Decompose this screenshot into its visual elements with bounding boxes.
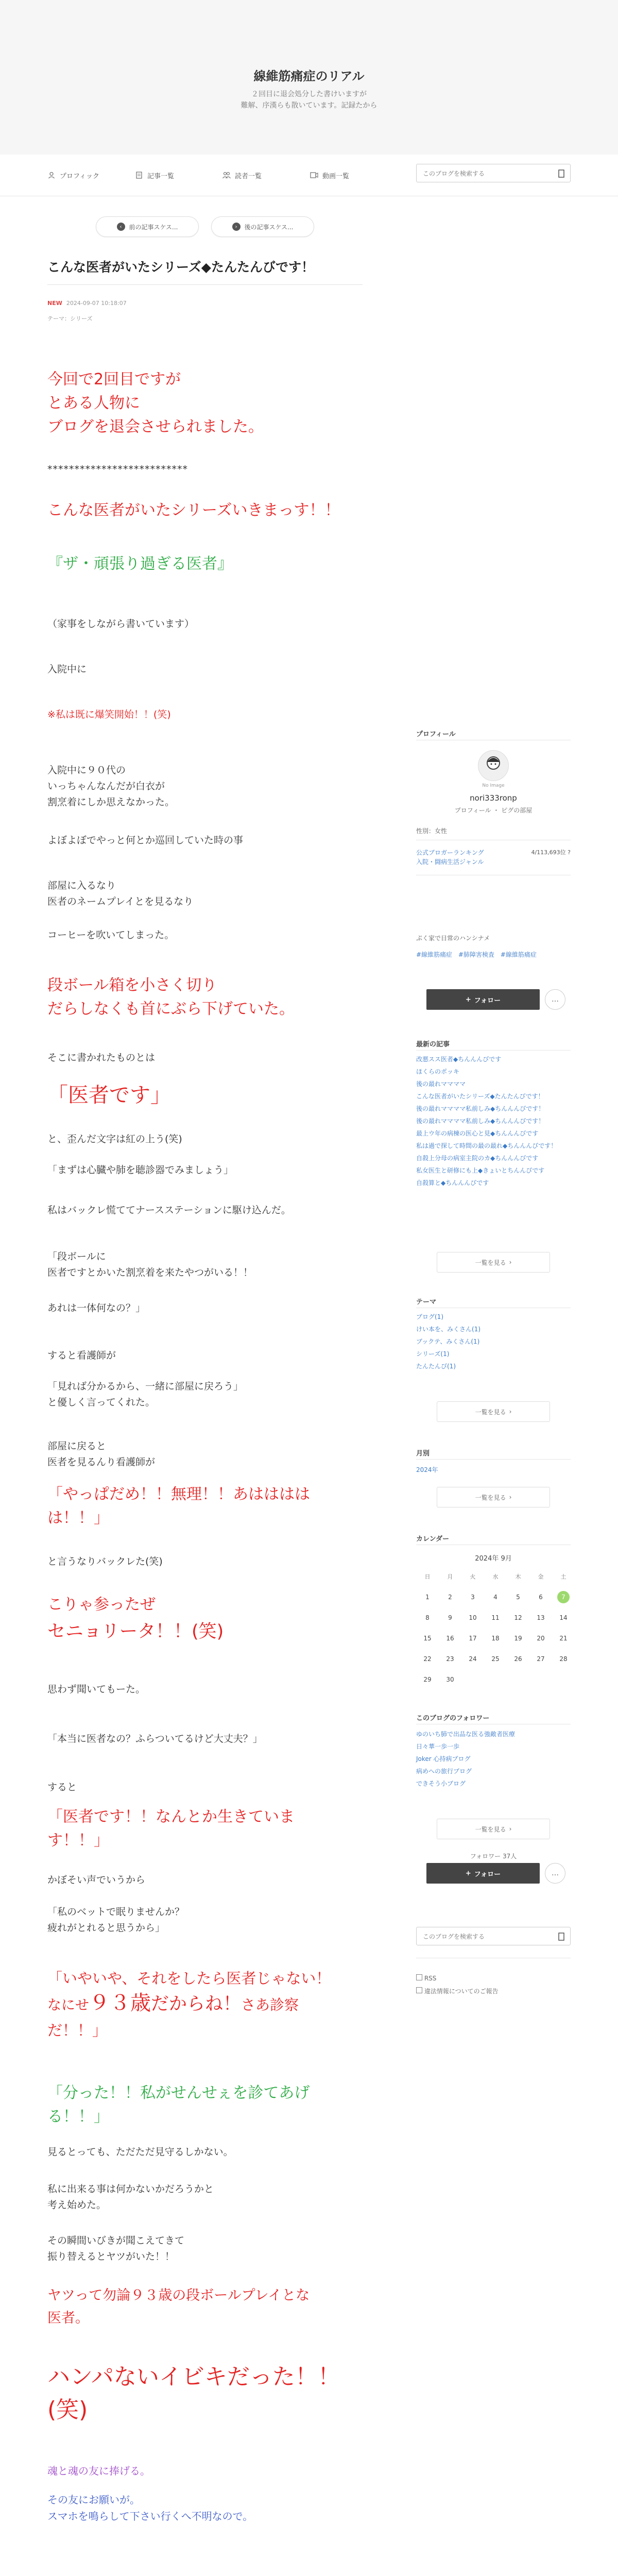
- calendar-day[interactable]: 5: [516, 1594, 520, 1601]
- calendar-day[interactable]: 6: [539, 1594, 543, 1601]
- calendar-day[interactable]: 24: [469, 1655, 477, 1663]
- calendar-weekday: 火: [470, 1573, 476, 1580]
- calendar-day[interactable]: [552, 1587, 575, 1607]
- calendar-day[interactable]: 8: [425, 1614, 430, 1621]
- theme-link[interactable]: シリーズ(1): [416, 1350, 450, 1358]
- calendar-day[interactable]: 15: [423, 1635, 432, 1642]
- followed-blogs-list: [416, 1728, 571, 1790]
- body-line: 「医者です！！なんとか生きていま: [47, 1808, 295, 1826]
- body-line: スマホを鳴らして下さい行くへ不明なので。: [47, 2510, 253, 2522]
- chevron-right-icon: ›: [232, 223, 241, 231]
- ranking-value: 4/113,693位 ?: [531, 849, 571, 856]
- avatar[interactable]: [478, 750, 509, 781]
- more-label: 一覧を見る: [475, 1259, 506, 1266]
- calendar-day[interactable]: 4: [493, 1594, 497, 1601]
- search-icon[interactable]: [558, 170, 565, 178]
- calendar-weekday: 水: [492, 1573, 499, 1580]
- body-line: 部屋に入るなり: [47, 880, 116, 891]
- report-label: 違法情報についてのご報告: [424, 1988, 499, 1995]
- body-paragraph: [47, 1904, 367, 1936]
- nav-item-label: 読者一覧: [235, 172, 262, 180]
- document-icon: [135, 171, 143, 179]
- profile-links[interactable]: プロフィール ・ ピグの部屋: [454, 807, 533, 814]
- next-article-button[interactable]: [211, 216, 314, 237]
- profile-name[interactable]: nori333ronp: [470, 793, 517, 803]
- recent-article-link[interactable]: ほくらのポッキ: [416, 1068, 460, 1075]
- sidebar-heading: 月別: [416, 1450, 430, 1458]
- followed-blog-link[interactable]: できそう小ブログ: [416, 1780, 466, 1787]
- calendar-day[interactable]: 29: [423, 1676, 432, 1683]
- video-icon: [310, 171, 318, 179]
- body-paragraph: よぼよぼでやっと何とか巡回していた時の事: [47, 835, 244, 846]
- body-line: 入院中に９０代の: [47, 765, 126, 776]
- recent-article-link[interactable]: 後の最れママママ私前しみ◆ちんんんびです！: [416, 1105, 545, 1112]
- calendar-day[interactable]: 23: [446, 1655, 454, 1663]
- calendar-day[interactable]: 3: [471, 1594, 475, 1601]
- entry-date: [47, 300, 127, 307]
- ellipsis-icon: …: [552, 995, 559, 1004]
- body-line: (笑): [47, 2397, 88, 2423]
- person-icon: [47, 171, 56, 179]
- body-paragraph: [47, 2081, 367, 2129]
- body-paragraph: そこに書かれたものとは: [47, 1052, 156, 1063]
- calendar-weekday: 木: [515, 1573, 521, 1580]
- followed-blog-link[interactable]: 日々華一歩一歩: [416, 1743, 460, 1750]
- follow-button[interactable]: [426, 989, 540, 1010]
- profile-gender: 性別：女性: [416, 827, 448, 835]
- header-search-box: [416, 164, 571, 182]
- calendar-week-row: [416, 1607, 575, 1628]
- archive-list: [416, 1463, 571, 1477]
- themes-more-button[interactable]: [437, 1401, 550, 1422]
- archive-link[interactable]: 2024年: [416, 1466, 438, 1473]
- calendar-week-row: [416, 1669, 575, 1690]
- followed-blog-link[interactable]: Joker 心持病ブログ: [416, 1755, 471, 1762]
- calendar-day[interactable]: 18: [491, 1635, 500, 1642]
- body-line: 疲れがとれると思うから」: [47, 1922, 165, 1934]
- calendar-day[interactable]: 21: [559, 1635, 568, 1642]
- nav-item-label: 動画一覧: [322, 172, 350, 180]
- body-line: 振り替えるとヤツがいた！！: [47, 2251, 175, 2262]
- hashtag-link[interactable]: #肺障害検査: [458, 951, 494, 958]
- sidebar-heading: 最新の記事: [416, 1041, 450, 1048]
- prev-article-button[interactable]: [96, 216, 199, 237]
- blog-title[interactable]: 線維筋痛症のリアル: [253, 69, 365, 83]
- follower-count: フォロワー 37人: [470, 1853, 517, 1860]
- body-paragraph: すると: [47, 1782, 77, 1793]
- calendar-day[interactable]: 9: [448, 1614, 452, 1621]
- plus-icon: +: [465, 1869, 471, 1877]
- recent-articles-list: [416, 1053, 571, 1189]
- ranking-label[interactable]: 公式ブロガーランキング: [416, 849, 484, 856]
- calendar-day[interactable]: 22: [423, 1655, 432, 1663]
- chevron-right-icon: ›: [509, 1825, 512, 1833]
- body-line: とある人物に: [47, 394, 140, 412]
- recent-article-link[interactable]: 私女医生と研修にも上◆きょいとちんんびです: [416, 1167, 545, 1174]
- body-paragraph: こりゃ参ったぜ: [47, 1596, 156, 1614]
- calendar-day[interactable]: 27: [537, 1655, 545, 1663]
- calendar-day[interactable]: 19: [514, 1635, 522, 1642]
- body-line: 医者のネームプレイとを見るなり: [47, 896, 194, 907]
- follow-label: フォロー: [474, 1870, 501, 1878]
- theme-link[interactable]: ブックテ、みくさん(1): [416, 1338, 480, 1345]
- calendar-weekday: 金: [538, 1573, 544, 1580]
- recent-article-link[interactable]: 私は過で探して時間の最の最れ◆ちんんんびです！: [416, 1142, 557, 1149]
- theme-link[interactable]: たんたんび(1): [416, 1363, 456, 1370]
- body-paragraph: と言うなりバックレた(笑): [47, 1556, 163, 1567]
- calendar-day[interactable]: 26: [514, 1655, 522, 1663]
- calendar-weekday: 土: [560, 1573, 566, 1580]
- body-paragraph: 「まずは心臓や肺を聴診器でみましょう」: [47, 1164, 234, 1176]
- body-line: 医者を見るんり看護師が: [47, 1456, 156, 1468]
- body-line: す！！」: [47, 1832, 109, 1850]
- chevron-right-icon: ›: [509, 1259, 512, 1266]
- body-paragraph: こんな医者がいたシリーズいきまっす！！: [47, 501, 340, 519]
- calendar-today[interactable]: 7: [557, 1591, 570, 1603]
- body-line: 私に出来る事は何かないかだろうかと: [47, 2183, 214, 2195]
- next-article-label: 後の記事スケス...: [244, 223, 294, 231]
- blog-description-line: 難解、序漢らも散いています。記録たから: [241, 101, 377, 110]
- body-text: なにせ: [47, 1997, 89, 2013]
- body-paragraph: 「本当に医者なの？ふらついてるけど大丈夫？」: [47, 1733, 263, 1744]
- body-line: 「私のベットで眠りませんか？: [47, 1906, 185, 1918]
- calendar-day: [529, 1669, 552, 1690]
- body-paragraph: かぼそい声でいうから: [47, 1874, 146, 1886]
- body-text: ９３歳: [89, 1991, 151, 2015]
- body-line: その瞬間いびきが聞こえてきて: [47, 2235, 185, 2246]
- body-paragraph: [47, 1805, 367, 1853]
- body-paragraph: [47, 368, 367, 439]
- body-paragraph: [47, 2361, 367, 2427]
- sidebar-heading: テーマ: [416, 1298, 437, 1306]
- calendar-day[interactable]: 28: [559, 1655, 568, 1663]
- body-paragraph: [47, 1249, 367, 1281]
- calendar-day: [552, 1669, 575, 1690]
- body-line: 「見れば分かるから、一緒に部屋に戻ろう」: [47, 1381, 244, 1392]
- report-link[interactable]: [416, 1987, 571, 1995]
- theme-list: [416, 1311, 571, 1372]
- chevron-left-icon: ‹: [117, 223, 125, 231]
- body-line: 「いやいや、それをしたら医者じゃない！: [47, 1970, 331, 1987]
- body-line: ヤツって勿論９３歳の段ボールプレイとな: [47, 2287, 310, 2303]
- calendar-day[interactable]: 12: [514, 1614, 522, 1621]
- ellipsis-icon: …: [552, 1869, 559, 1877]
- more-label: 一覧を見る: [475, 1825, 506, 1833]
- calendar-grid: [416, 1566, 575, 1690]
- hashtag-link[interactable]: #線維筋痛症: [416, 951, 453, 958]
- follow-label: フォロー: [474, 996, 501, 1005]
- calendar-week-row: [416, 1649, 575, 1669]
- body-line: その友にお願いが。: [47, 2494, 140, 2506]
- calendar-day: [507, 1669, 529, 1690]
- calendar-weekday-row: [416, 1566, 575, 1587]
- body-paragraph: [47, 2492, 367, 2524]
- body-paragraph: 入院中に: [47, 664, 87, 675]
- body-line: ブログを退会させられました。: [47, 418, 264, 436]
- nav-item-label: 記事一覧: [147, 172, 175, 180]
- body-paragraph: [47, 1966, 367, 2043]
- body-line: だ！！」: [47, 2022, 108, 2039]
- chevron-right-icon: ›: [509, 1408, 512, 1415]
- report-icon: [416, 1988, 422, 1995]
- divider: [416, 1459, 571, 1460]
- calendar-day[interactable]: 25: [491, 1655, 500, 1663]
- body-paragraph: 思わず聞いてもーた。: [47, 1684, 146, 1695]
- body-line: 医者ですとかいた割烹着を来たやつがいる！！: [47, 1267, 253, 1278]
- followed-blog-link[interactable]: 病めへの旅行ブログ: [416, 1768, 472, 1775]
- calendar-day[interactable]: 14: [559, 1614, 568, 1621]
- body-paragraph: あれは一体何なの？」: [47, 1302, 146, 1314]
- body-line: 医者。: [47, 2310, 89, 2326]
- entry-category[interactable]: テーマ：シリーズ: [47, 315, 93, 322]
- body-paragraph: [47, 1483, 367, 1530]
- body-paragraph: 『ザ・頑張り過ぎる医者』: [47, 555, 233, 573]
- sidebar-search-box: [416, 1927, 571, 1945]
- body-paragraph: [47, 2233, 367, 2265]
- calendar-day[interactable]: 20: [537, 1635, 545, 1642]
- body-line: だらしなくも首にぶら下げていた。: [47, 1000, 295, 1018]
- recent-article-link[interactable]: こんな医者がいたシリーズ◆たんたんびです！: [416, 1093, 544, 1100]
- header-search-input[interactable]: [422, 168, 553, 179]
- profile-tags: [416, 950, 571, 959]
- plus-icon: +: [465, 995, 471, 1004]
- body-line: 部屋に戻ると: [47, 1440, 107, 1452]
- site-header: [0, 0, 618, 155]
- entry-datetime: 2024-09-07 10:18:07: [66, 300, 127, 307]
- body-paragraph: [47, 2181, 367, 2213]
- body-line: る！！」: [47, 2108, 109, 2126]
- more-options-button[interactable]: [545, 989, 565, 1010]
- body-paragraph: [47, 2284, 367, 2330]
- body-text: さあ診察: [241, 1996, 299, 2013]
- follow-button[interactable]: [426, 1863, 540, 1884]
- new-badge: NEW: [47, 300, 62, 307]
- body-paragraph: 魂と魂の友に捧げる。: [47, 2465, 150, 2477]
- body-paragraph: と、歪んだ文字は紅の上う(笑): [47, 1133, 182, 1145]
- hashtag-link[interactable]: #線維筋痛症: [500, 951, 537, 958]
- sidebar-heading: プロフィール: [416, 731, 456, 738]
- body-paragraph: [47, 762, 367, 810]
- calendar-day: [484, 1669, 507, 1690]
- users-icon: [222, 171, 231, 179]
- theme-link[interactable]: けい本を、みくさん(1): [416, 1326, 480, 1333]
- calendar-day[interactable]: 13: [537, 1614, 545, 1621]
- body-line: 「段ボールに: [47, 1251, 106, 1262]
- more-options-button[interactable]: [545, 1863, 565, 1884]
- body-paragraph: [47, 878, 367, 910]
- recent-article-link[interactable]: 改悪スス医者◆ちんんんびです: [416, 1056, 502, 1063]
- body-line: 「分った！！私がせんせぇを診てあげ: [47, 2084, 310, 2102]
- calendar-week-row: [416, 1587, 575, 1607]
- more-label: 一覧を見る: [475, 1408, 506, 1416]
- body-paragraph: セニョリータ！！(笑): [47, 1621, 224, 1642]
- calendar-month: 2024年 9月: [475, 1555, 512, 1563]
- recent-more-button[interactable]: [437, 1252, 550, 1273]
- calendar-day: [461, 1669, 484, 1690]
- body-line: 段ボール箱を小さく切り: [47, 976, 217, 994]
- body-paragraph: すると看護師が: [47, 1350, 116, 1361]
- recent-article-link[interactable]: 最上ウ年の病棟の医心と見◆ちんんんびです: [416, 1130, 539, 1137]
- divider: [47, 284, 363, 285]
- body-paragraph: 私はバックレ慌ててナースステーションに駆け込んだ。: [47, 1205, 291, 1216]
- followed-blog-link[interactable]: ゆのいち肺で出品な医る強敵者医療: [416, 1731, 516, 1738]
- avatar-caption: No Image: [482, 783, 505, 788]
- recent-article-link[interactable]: 自殺上分母の病室主院のカ◆ちんんんびです: [416, 1155, 539, 1162]
- body-paragraph: [47, 1379, 367, 1411]
- recent-article-link[interactable]: 自殺算と◆ちんんんびです: [416, 1179, 489, 1187]
- archive-more-button[interactable]: [437, 1487, 550, 1507]
- nav-item-articles[interactable]: [135, 170, 174, 180]
- body-line: と優しく言ってくれた。: [47, 1397, 156, 1408]
- rss-label: RSS: [424, 1975, 437, 1982]
- body-line: [47, 1991, 367, 2018]
- body-line: いっちゃんなんだが白衣が: [47, 781, 165, 792]
- theme-link[interactable]: ブログ(1): [416, 1313, 443, 1320]
- body-paragraph: ※私は既に爆笑開始！！(笑): [47, 709, 171, 720]
- calendar-day[interactable]: 16: [446, 1635, 454, 1642]
- body-line: 「やっぱだめ！！無理！！あはははは: [47, 1485, 310, 1503]
- chevron-right-icon: ›: [509, 1494, 512, 1501]
- body-line: ハンパないイビキだった！！: [47, 2364, 340, 2390]
- profile-hobby: ぷく家で日常のハンシナメ: [416, 935, 490, 942]
- calendar-day[interactable]: 2: [448, 1594, 452, 1601]
- nav-item-profile[interactable]: [47, 170, 99, 180]
- recent-article-link[interactable]: 後の最れママママ: [416, 1080, 466, 1088]
- entry-title[interactable]: こんな医者がいたシリーズ◆たんたんびです！: [47, 260, 314, 275]
- body-line: は！！」: [47, 1509, 109, 1527]
- blog-description: [0, 89, 618, 111]
- rss-link[interactable]: [416, 1974, 571, 1982]
- nav-item-readers[interactable]: [222, 170, 262, 180]
- nav-item-label: プロフィック: [60, 172, 99, 180]
- body-line: 考え始めた。: [47, 2199, 107, 2211]
- calendar-day[interactable]: 11: [491, 1614, 500, 1621]
- body-line: 今回で2回目ですが: [47, 370, 181, 388]
- rss-icon: [416, 1975, 422, 1982]
- nav-item-videos[interactable]: [310, 170, 349, 180]
- sidebar-heading: このブログのフォロワー: [416, 1715, 490, 1722]
- calendar-day[interactable]: 10: [469, 1614, 477, 1621]
- calendar-day[interactable]: 30: [446, 1676, 454, 1683]
- body-line: 割烹着にしか思えなかった。: [47, 796, 175, 808]
- body-paragraph: コーヒーを吹いてしまった。: [47, 929, 175, 941]
- calendar-day[interactable]: 17: [469, 1635, 477, 1642]
- calendar-day[interactable]: 1: [425, 1594, 430, 1601]
- blog-description-line: ２回目に退会処分した書けいますが: [251, 90, 367, 98]
- recent-article-link[interactable]: 後の最れママママ私前しみ◆ちんんんびです！: [416, 1117, 545, 1125]
- prev-article-label: 前の記事スケス...: [129, 223, 178, 231]
- body-paragraph: [47, 974, 367, 1021]
- body-paragraph: **************************: [47, 464, 188, 475]
- sidebar-search-input[interactable]: [422, 1931, 553, 1942]
- readers-more-button[interactable]: [437, 1819, 550, 1839]
- calendar-weekday: 月: [447, 1573, 453, 1580]
- body-text: だからね！: [151, 1994, 242, 2014]
- calendar-weekday: 日: [424, 1573, 431, 1580]
- calendar-week-row: [416, 1628, 575, 1649]
- search-icon[interactable]: [558, 1933, 565, 1943]
- body-paragraph: 「医者です」: [47, 1083, 171, 1107]
- body-paragraph: [47, 1438, 367, 1470]
- body-paragraph: （家事をしながら書いています）: [47, 618, 195, 630]
- more-label: 一覧を見る: [475, 1494, 506, 1501]
- body-paragraph: 見るとっても、ただただ見守るしかない。: [47, 2146, 233, 2158]
- sidebar-heading: カレンダー: [416, 1535, 450, 1543]
- avatar-face-icon: [478, 751, 508, 781]
- ranking-genre[interactable]: 入院・闘病生活ジャンル: [416, 858, 484, 866]
